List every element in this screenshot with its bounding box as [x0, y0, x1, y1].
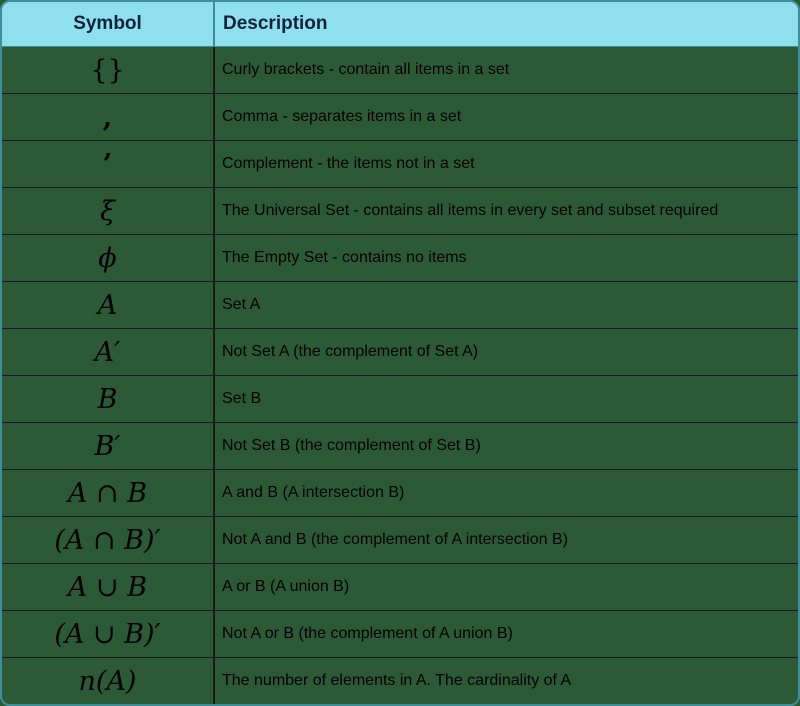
- description-cell: Curly brackets - contain all items in a set: [222, 61, 510, 78]
- header-row: [2, 2, 798, 47]
- table-row: [2, 470, 798, 517]
- description-cell: The Universal Set - contains all items in every set and subset required: [214, 188, 798, 235]
- symbol-cell: A ∪ B: [2, 564, 214, 611]
- description-cell: Not Set A (the complement of Set A): [214, 329, 798, 376]
- description-cell: A and B (A intersection B): [214, 470, 798, 517]
- table-row: [2, 376, 798, 423]
- table-row: [2, 282, 798, 329]
- table-row: [2, 94, 798, 141]
- table-row: [2, 329, 798, 376]
- description-cell: Complement - the items not in a set: [214, 141, 798, 188]
- description-column-header: Description: [214, 2, 798, 47]
- symbol-cell: n(A): [2, 658, 214, 705]
- symbol-cell: (A ∩ B)′: [2, 517, 214, 564]
- symbol-column-header: Symbol: [2, 2, 214, 47]
- symbol-cell: B: [2, 376, 214, 423]
- description-cell: The number of elements in A. The cardinality of A: [214, 658, 798, 705]
- symbol-cell: ξ: [2, 188, 214, 235]
- description-cell: The Empty Set - contains no items: [214, 235, 798, 282]
- description-cell: Not A and B (the complement of A intersection B): [214, 517, 798, 564]
- description-cell: Comma - separates items in a set: [214, 94, 798, 141]
- table-row: [2, 658, 798, 705]
- table-row: [2, 47, 798, 94]
- description-cell: Not A or B (the complement of A union B): [214, 611, 798, 658]
- symbol-cell: ’: [2, 141, 214, 188]
- table-row: [2, 235, 798, 282]
- table-row: [2, 564, 798, 611]
- symbol-cell: ,: [2, 94, 214, 141]
- table-row: [2, 188, 798, 235]
- symbol-cell: A′: [2, 329, 214, 376]
- description-cell: Set A: [214, 282, 798, 329]
- symbols-table: [2, 2, 798, 704]
- symbol-cell: (A ∪ B)′: [2, 611, 214, 658]
- table-row: [2, 141, 798, 188]
- table-row: [2, 611, 798, 658]
- symbol-cell: ϕ: [2, 235, 214, 282]
- table-row: [2, 517, 798, 564]
- symbol-cell: B′: [2, 423, 214, 470]
- symbol-cell: A ∩ B: [2, 470, 214, 517]
- symbol-cell: A: [2, 282, 214, 329]
- description-cell: A or B (A union B): [214, 564, 798, 611]
- description-cell: Not Set B (the complement of Set B): [214, 423, 798, 470]
- symbol-cell: {}: [2, 47, 214, 94]
- table-row: [2, 423, 798, 470]
- description-cell: Set B: [214, 376, 798, 423]
